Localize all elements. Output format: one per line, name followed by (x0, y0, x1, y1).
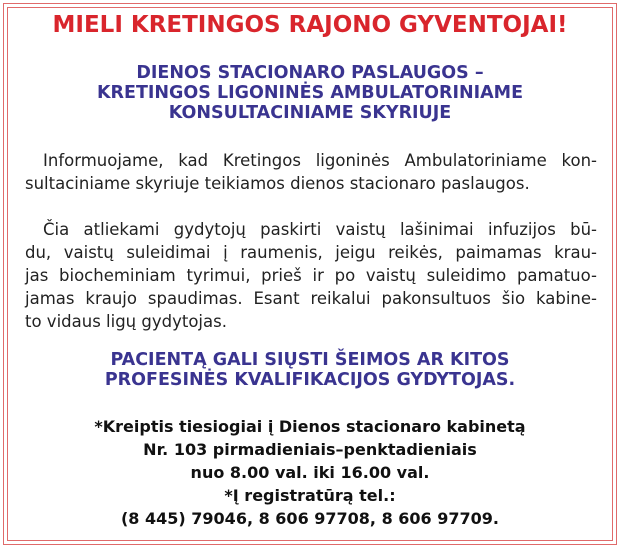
subheading-line: KRETINGOS LIGONINĖS AMBULATORINIAME (96, 83, 524, 103)
paragraph-line: sultaciniame skyriuje teikiamos dienos stacionaro paslaugos. (25, 174, 530, 193)
paragraph-services (25, 218, 597, 333)
subheading-line: DIENOS STACIONARO PASLAUGOS – (136, 63, 484, 83)
contact-line: nuo 8.00 val. iki 16.00 val. (190, 463, 430, 482)
phone-numbers: (8 445) 79046, 8 606 97708, 8 606 97709. (120, 509, 499, 528)
contact-line: *Kreiptis tiesiogiai į Dienos stacionaro kabinetą (94, 417, 526, 436)
paragraph-line: jas biocheminiam tyrimui, prieš ir po vaistų suleidimo pamatuo- (25, 266, 597, 285)
notice-headline: MIELI KRETINGOS RAJONO GYVENTOJAI! (52, 12, 568, 38)
paragraph-line: du, vaistų suleidimai į raumenis, jeigu reikės, paimamas krau- (25, 243, 597, 262)
referral-line: PACIENTĄ GALI SIŲSTI ŠEIMOS AR KITOS (110, 350, 510, 370)
paragraph-line: to vidaus ligų gydytojas. (25, 312, 227, 331)
contact-line: Nr. 103 pirmadieniais–penktadieniais (143, 440, 477, 459)
contact-line: *Į registratūrą tel.: (224, 486, 396, 505)
paragraph-line: Informuojame, kad Kretingos ligoninės Ambulatoriniame kon- (43, 151, 597, 170)
subheading-line: KONSULTACINIAME SKYRIUJE (168, 103, 452, 123)
paragraph-line: Čia atliekami gydytojų paskirti vaistų lašinimai infuzijos bū- (43, 220, 597, 239)
paragraph-line: jamas kraujo spaudimas. Esant reikalui pakonsultuos šio kabine- (25, 289, 597, 308)
paragraph-information (25, 149, 597, 195)
referral-note (0, 350, 620, 390)
notice-subheading (0, 63, 620, 123)
contact-info (0, 415, 620, 530)
referral-line: PROFESINĖS KVALIFIKACIJOS GYDYTOJAS. (104, 370, 516, 390)
